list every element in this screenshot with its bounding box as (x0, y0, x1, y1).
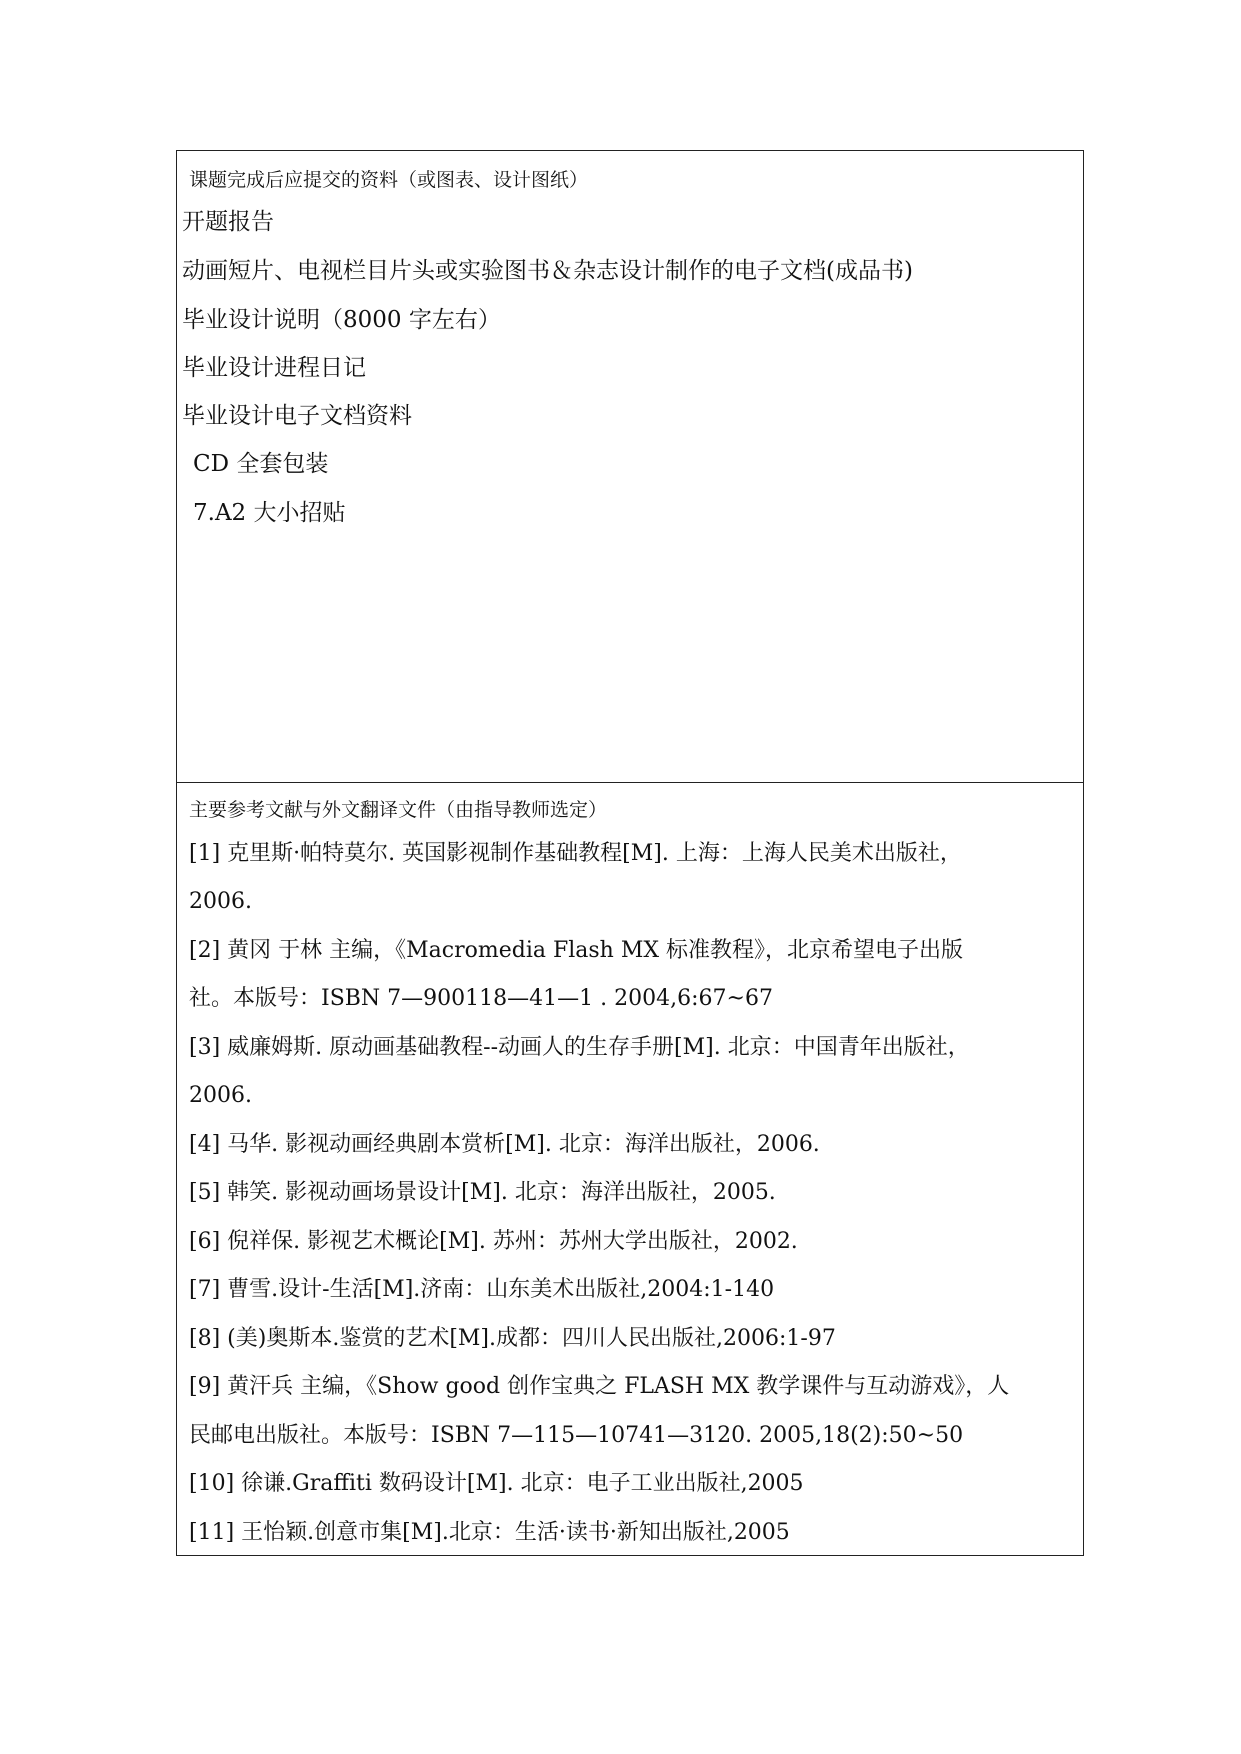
reference-line: [11] 王怡颖.创意市集[M].北京：生活·读书·新知出版社,2005 (189, 1520, 790, 1545)
reference-line: [1] 克里斯·帕特莫尔. 英国影视制作基础教程[M]. 上海：上海人民美术出版社， (189, 841, 962, 866)
reference-line: [5] 韩笑. 影视动画场景设计[M]. 北京：海洋出版社，2005. (189, 1180, 776, 1205)
deliverables-heading: 课题完成后应提交的资料（或图表、设计图纸） (189, 169, 589, 191)
deliverable-item: 7.A2 大小招贴 (193, 500, 346, 526)
reference-line: 2006. (189, 1083, 252, 1108)
deliverable-item: 动画短片、电视栏目片头或实验图书＆杂志设计制作的电子文档(成品书) (182, 258, 913, 284)
reference-line: 社。本版号：ISBN 7—900118—41—1 . 2004,6:67~67 (189, 986, 773, 1011)
deliverable-item: 毕业设计进程日记 (182, 355, 366, 381)
reference-line: 2006. (189, 889, 252, 914)
reference-line: [3] 威廉姆斯. 原动画基础教程--动画人的生存手册[M]. 北京：中国青年出版社， (189, 1035, 970, 1060)
reference-line: [2] 黄冈 于林 主编，《Macromedia Flash MX 标准教程》，北京希望电子出版 (189, 938, 964, 963)
reference-line: [6] 倪祥保. 影视艺术概论[M]. 苏州：苏州大学出版社，2002. (189, 1229, 798, 1254)
deliverable-item: 毕业设计电子文档资料 (182, 403, 412, 429)
document-table (176, 150, 1084, 1556)
reference-line: [9] 黄汗兵 主编，《Show good 创作宝典之 FLASH MX 教学课件与互动游戏》，人 (189, 1374, 1010, 1399)
deliverable-item: CD 全套包装 (193, 451, 329, 477)
reference-line: [8] (美)奥斯本.鉴赏的艺术[M].成都：四川人民出版社,2006:1-97 (189, 1326, 836, 1351)
deliverable-item: 毕业设计说明（8000 字左右） (182, 307, 501, 333)
deliverables-section (177, 151, 1083, 782)
reference-line: 民邮电出版社。本版号：ISBN 7—115—10741—3120. 2005,18(2):50~50 (189, 1423, 964, 1448)
references-heading: 主要参考文献与外文翻译文件（由指导教师选定） (189, 799, 608, 821)
reference-line: [7] 曹雪.设计-生活[M].济南：山东美术出版社,2004:1-140 (189, 1277, 775, 1302)
reference-line: [4] 马华. 影视动画经典剧本赏析[M]. 北京：海洋出版社，2006. (189, 1132, 820, 1157)
reference-line: [10] 徐谦.Graffiti 数码设计[M]. 北京：电子工业出版社,2005 (189, 1471, 804, 1496)
references-section (177, 782, 1083, 1555)
deliverable-item: 开题报告 (182, 209, 274, 235)
